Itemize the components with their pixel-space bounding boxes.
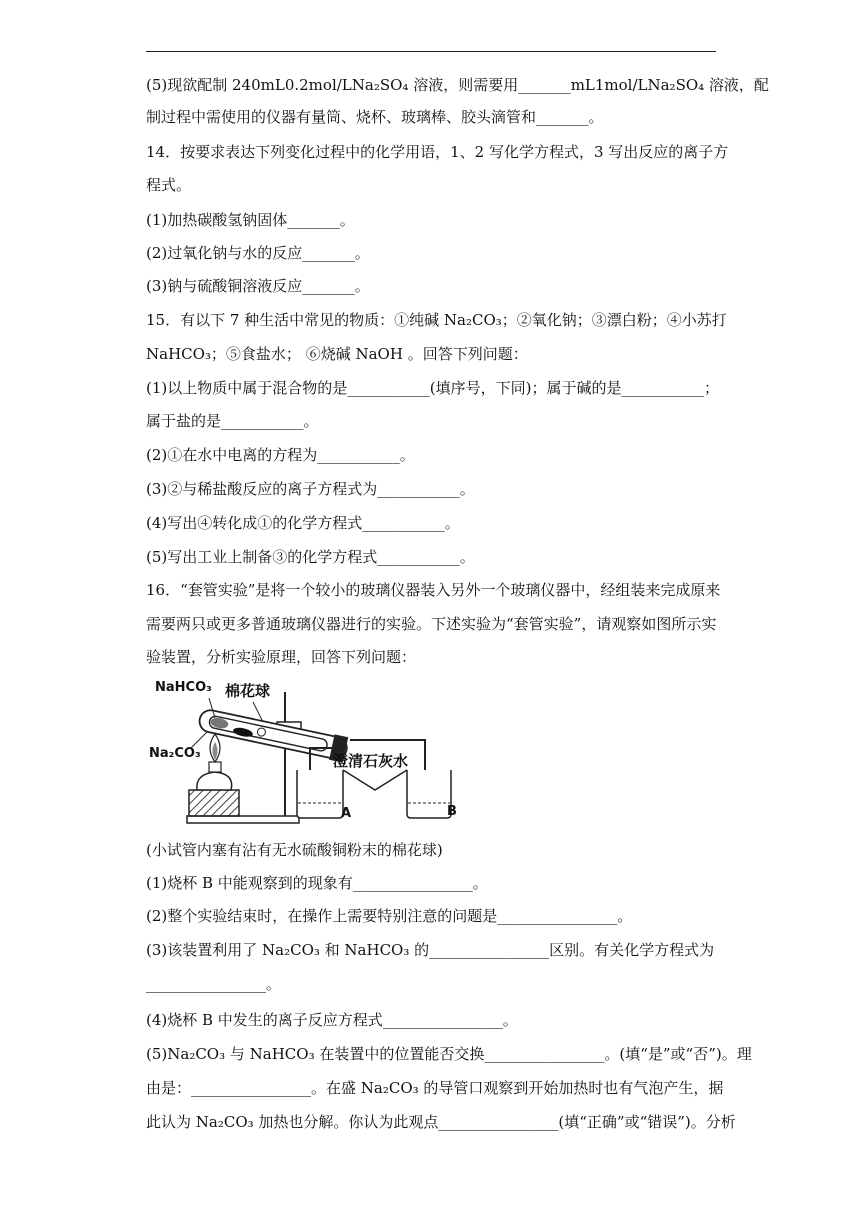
heat-block: [189, 790, 239, 816]
text-line: (2)①在水中电离的方程为___________。: [146, 446, 415, 464]
text-line: 验装置，分析实验原理，回答下列问题：: [146, 648, 417, 666]
text-line: 此认为 Na₂CO₃ 加热也分解。你认为此观点________________(填“正确”或“错误”)。分析: [146, 1113, 736, 1131]
nested-tube-apparatus-figure: [145, 678, 475, 828]
text-line: (5)写出工业上制备③的化学方程式___________。: [146, 548, 475, 566]
label-cotton-ball: 棉花球: [225, 682, 271, 700]
text-line: 14．按要求表达下列变化过程中的化学用语，1、2 写化学方程式，3 写出反应的离子方: [146, 143, 729, 161]
alcohol-lamp: [197, 772, 232, 790]
text-line: 程式。: [146, 176, 192, 194]
text-line: (1)烧杯 B 中能观察到的现象有________________。: [146, 874, 488, 892]
text-line: (2)整个实验结束时，在操作上需要特别注意的问题是________________。: [146, 907, 633, 925]
text-line: (4)烧杯 B 中发生的离子反应方程式________________。: [146, 1011, 518, 1029]
text-line: (3)②与稀盐酸反应的离子方程式为___________。: [146, 480, 475, 498]
text-line: (小试管内塞有沾有无水硫酸铜粉末的棉花球): [146, 841, 443, 859]
text-line: (1)加热碳酸氢钠固体_______。: [146, 211, 355, 229]
text-line: 需要两只或更多普通玻璃仪器进行的实验。下述实验为“套管实验”，请观察如图所示实: [146, 615, 717, 633]
label-na2co3: Na₂CO₃: [149, 746, 201, 761]
text-line: (2)过氧化钠与水的反应_______。: [146, 244, 370, 262]
text-line: 15．有以下 7 种生活中常见的物质：①纯碱 Na₂CO₃；②氧化钠；③漂白粉；④小苏打: [146, 311, 727, 329]
text-line: (3)该装置利用了 Na₂CO₃ 和 NaHCO₃ 的________________区别。有关化学方程式为: [146, 941, 715, 959]
header-rule: [146, 51, 716, 52]
text-line: (4)写出④转化成①的化学方程式___________。: [146, 514, 460, 532]
text-line: 由是：________________。在盛 Na₂CO₃ 的导管口观察到开始加热时也有气泡产生，据: [146, 1079, 724, 1097]
beaker-a: [297, 770, 343, 818]
text-line: 属于盐的是___________。: [146, 412, 319, 430]
text-line: (1)以上物质中属于混合物的是___________(填序号，下同)；属于碱的是___________；: [146, 379, 719, 397]
text-line: 16．“套管实验”是将一个较小的玻璃仪器装入另外一个玻璃仪器中，经组装来完成原来: [146, 581, 721, 599]
text-line: (5)现欲配制 240mL0.2mol/LNa₂SO₄ 溶液，则需要用_______mL1mol/LNa₂SO₄ 溶液，配: [146, 76, 769, 94]
beaker-b: [407, 770, 451, 818]
label-beaker-b: B: [447, 804, 457, 819]
label-nahco3: NaHCO₃: [155, 680, 212, 695]
text-line: ________________。: [146, 975, 282, 993]
label-beaker-a: A: [341, 806, 352, 821]
outer-test-tube: [197, 706, 349, 763]
text-line: 制过程中需使用的仪器有量筒、烧杯、玻璃棒、胶头滴管和_______。: [146, 108, 604, 126]
label-limewater: 澄清石灰水: [333, 752, 409, 770]
stand-base: [187, 816, 299, 823]
text-line: (5)Na₂CO₃ 与 NaHCO₃ 在装置中的位置能否交换________________。(填“是”或“否”)。理: [146, 1045, 752, 1063]
text-line: (3)钠与硫酸铜溶液反应_______。: [146, 277, 370, 295]
text-line: NaHCO₃；⑤食盐水； ⑥烧碱 NaOH 。回答下列问题：: [146, 345, 528, 363]
